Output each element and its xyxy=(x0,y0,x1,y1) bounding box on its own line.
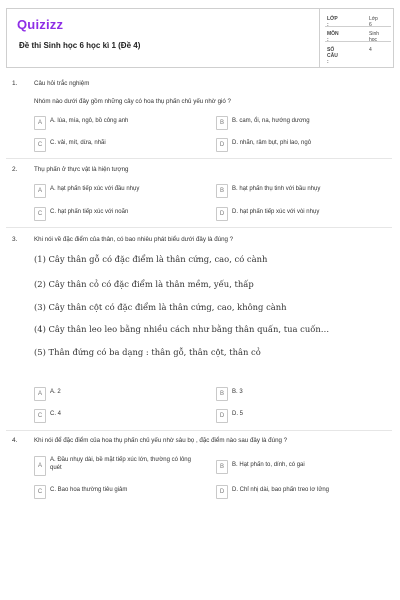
answer-option[interactable] xyxy=(216,138,376,152)
option-letter: B xyxy=(216,184,228,198)
option-text: A. Đầu nhụy dài, bề mặt tiếp xúc lớn, thường có lông quét xyxy=(50,457,191,471)
answer-option[interactable] xyxy=(34,184,194,198)
answer-option[interactable] xyxy=(34,138,194,152)
meta-subject-label: MÔN : xyxy=(327,31,339,43)
question-prompt: Thụ phấn ở thực vật là hiện tượng xyxy=(34,166,129,173)
option-text: C. hạt phấn tiếp xúc với noãn xyxy=(50,209,129,215)
exam-title: Đề thi Sinh học 6 học kì 1 (Đề 4) xyxy=(19,41,141,50)
option-text: B. 3 xyxy=(232,389,243,395)
option-text: D. nhãn, râm bụt, phi lao, ngô xyxy=(232,140,312,146)
answer-option[interactable] xyxy=(34,116,194,130)
option-letter: B xyxy=(216,116,228,130)
option-letter: C xyxy=(34,138,46,152)
meta-class-label: LỚP : xyxy=(327,16,338,28)
question-divider xyxy=(6,227,392,228)
answer-option[interactable] xyxy=(34,456,194,478)
answer-option[interactable] xyxy=(216,184,376,198)
statement: (3) Cây thân cột có đặc điểm là thân cứng, cao, không cành xyxy=(34,302,287,312)
answer-option[interactable] xyxy=(34,387,194,401)
meta-class-value: Lớp 6 xyxy=(369,16,378,28)
answer-option[interactable] xyxy=(216,485,376,499)
answer-option[interactable] xyxy=(34,485,194,499)
question-prompt: Khi nói về đặc điểm của thân, có bao nhiêu phát biểu dưới đây là đúng ? xyxy=(34,236,234,243)
meta-line xyxy=(325,41,391,42)
option-letter: B xyxy=(216,460,228,474)
question-prompt: Câu hỏi trắc nghiệm xyxy=(34,80,90,87)
option-letter: A xyxy=(34,116,46,130)
option-letter: D xyxy=(216,207,228,221)
meta-count-value: 4 xyxy=(369,47,372,53)
option-letter: A xyxy=(34,456,46,476)
option-letter: B xyxy=(216,387,228,401)
header-divider xyxy=(319,9,320,67)
answer-option[interactable] xyxy=(216,387,376,401)
question-number: 3. xyxy=(12,236,18,243)
option-text: A. hạt phấn tiếp xúc với đầu nhụy xyxy=(50,186,140,192)
meta-line xyxy=(325,26,391,27)
meta-subject-value: Sinh học xyxy=(369,31,380,43)
option-text: D. Chỉ nhị dài, bao phấn treo lơ lửng xyxy=(232,487,330,493)
option-letter: D xyxy=(216,409,228,423)
option-text: C. Bao hoa thường tiêu giảm xyxy=(50,487,128,493)
question-subprompt: Nhóm nào dưới đây gồm những cây có hoa thụ phấn chủ yếu nhờ gió ? xyxy=(34,98,231,105)
option-text: A. 2 xyxy=(50,389,61,395)
question-divider xyxy=(6,158,392,159)
answer-option[interactable] xyxy=(216,460,376,474)
option-letter: A xyxy=(34,387,46,401)
option-text: C. 4 xyxy=(50,411,62,417)
answer-option[interactable] xyxy=(216,116,376,130)
option-letter: C xyxy=(34,207,46,221)
question-prompt: Khi nói để đặc điểm của hoa thụ phấn chủ yếu nhờ sâu bọ , đặc điểm nào sau đây là đúng ? xyxy=(34,437,288,444)
answer-option[interactable] xyxy=(34,409,194,423)
statement: (4) Cây thân leo leo bằng nhiều cách như bằng thân quấn, tua cuốn… xyxy=(34,324,330,334)
option-letter: D xyxy=(216,485,228,499)
answer-option[interactable] xyxy=(34,207,194,221)
option-text: B. cam, ổi, na, hướng dương xyxy=(232,118,310,124)
option-text: C. vải, mít, dừa, nhãi xyxy=(50,140,106,146)
worksheet-header xyxy=(6,8,394,68)
question-number: 2. xyxy=(12,166,18,173)
option-text: D. 5 xyxy=(232,411,244,417)
meta-count-label: SỐ CÂU : xyxy=(327,47,338,65)
option-letter: A xyxy=(34,184,46,198)
answer-option[interactable] xyxy=(216,207,376,221)
question-number: 4. xyxy=(12,437,18,444)
statement: (1) Cây thân gỗ có đặc điểm là thân cứng, cao, có cành xyxy=(34,254,268,264)
question-divider xyxy=(6,430,392,431)
option-text: A. lúa, mía, ngô, bồ công anh xyxy=(50,118,129,124)
statement: (2) Cây thân cỏ có đặc điểm là thân mềm, yếu, thấp xyxy=(34,279,254,289)
answer-option[interactable] xyxy=(216,409,376,423)
option-letter: C xyxy=(34,409,46,423)
statement: (5) Thân đứng có ba dạng : thân gỗ, thân cột, thân cỏ xyxy=(34,347,261,357)
option-letter: C xyxy=(34,485,46,499)
option-letter: D xyxy=(216,138,228,152)
quizizz-logo: Quizizz xyxy=(17,17,64,32)
option-text: D. hạt phấn tiếp xúc với vòi nhụy xyxy=(232,209,320,215)
option-text: B. Hạt phấn to, dính, có gai xyxy=(232,462,305,468)
question-number: 1. xyxy=(12,80,18,87)
option-text: B. hạt phấn thụ tinh với bầu nhụy xyxy=(232,186,321,192)
